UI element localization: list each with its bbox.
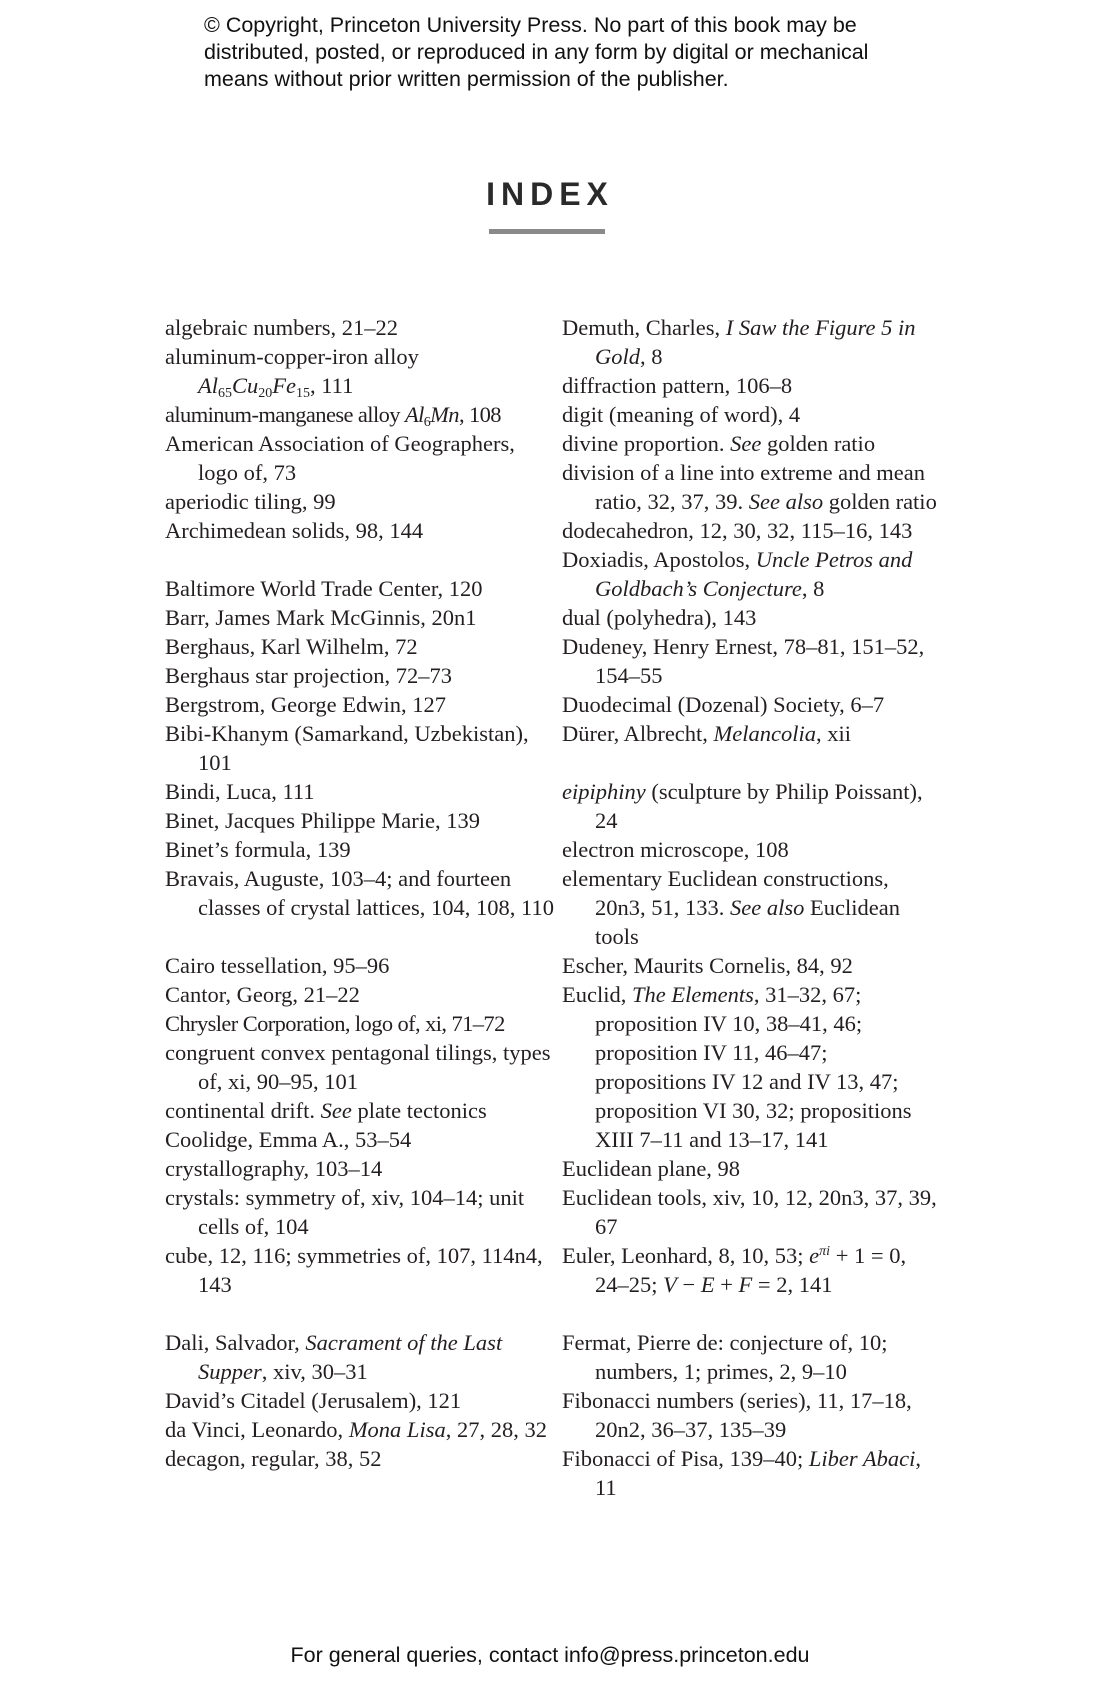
title-underline xyxy=(489,229,605,234)
section-gap xyxy=(562,1299,942,1328)
index-entry: division of a line into extreme and mean ratio, 32, 37, 39. See also golden ratio xyxy=(562,460,937,514)
index-entry: Bindi, Luca, 111 xyxy=(165,779,315,804)
index-entry: crystallography, 103–14 xyxy=(165,1156,383,1181)
index-entry: Demuth, Charles, I Saw the Figure 5 in Gold, 8 xyxy=(562,315,916,369)
copyright-line: © Copyright, Princeton University Press. No part of this book may be xyxy=(204,13,857,37)
page-title: INDEX xyxy=(486,176,614,212)
index-entry: Euclidean plane, 98 xyxy=(562,1156,741,1181)
index-entry: Coolidge, Emma A., 53–54 xyxy=(165,1127,412,1152)
index-entry: diffraction pattern, 106–8 xyxy=(562,373,793,398)
index-entry: Cantor, Georg, 21–22 xyxy=(165,982,360,1007)
index-entry: Bergstrom, George Edwin, 127 xyxy=(165,692,447,717)
section-gap xyxy=(165,1299,555,1328)
index-entry: algebraic numbers, 21–22 xyxy=(165,315,399,340)
index-entry: Binet’s formula, 139 xyxy=(165,837,351,862)
index-entry: Doxiadis, Apostolos, Uncle Petros and Goldbach’s Conjecture, 8 xyxy=(562,547,913,601)
index-entry: Dali, Salvador, Sacrament of the Last Supper, xiv, 30–31 xyxy=(165,1330,503,1384)
index-entry: Dürer, Albrecht, Melancolia, xii xyxy=(562,721,852,746)
index-entry: American Association of Geographers, logo of, 73 xyxy=(165,431,515,485)
index-entry: aperiodic tiling, 99 xyxy=(165,489,336,514)
index-entry: Binet, Jacques Philippe Marie, 139 xyxy=(165,808,480,833)
index-entry: Cairo tessellation, 95–96 xyxy=(165,953,390,978)
index-entry: Euler, Leonhard, 8, 10, 53; $e^{\pi i} + 1 = 0$, 24–25; V − E + F = 2, 141 xyxy=(562,1243,907,1297)
index-entry: Fermat, Pierre de: conjecture of, 10; numbers, 1; primes, 2, 9–10 xyxy=(562,1330,888,1384)
index-entry: digit (meaning of word), 4 xyxy=(562,402,801,427)
index-entry: da Vinci, Leonardo, Mona Lisa, 27, 28, 32 xyxy=(165,1417,547,1442)
index-entry: Berghaus star projection, 72–73 xyxy=(165,663,453,688)
index-entry: congruent convex pentagonal tilings, types of, xi, 90–95, 101 xyxy=(165,1040,551,1094)
index-column-left xyxy=(165,313,555,1473)
index-entry: elementary Euclidean constructions, 20n3, 51, 133. See also Euclidean tools xyxy=(562,866,900,949)
copyright-line: distributed, posted, or reproduced in any form by digital or mechanical xyxy=(204,40,869,64)
index-entry: dodecahedron, 12, 30, 32, 115–16, 143 xyxy=(562,518,913,543)
index-entry: Berghaus, Karl Wilhelm, 72 xyxy=(165,634,418,659)
index-entry: Euclid, The Elements, 31–32, 67; proposition IV 10, 38–41, 46; proposition IV 11, 46–47; propositions IV 12 and IV 13, 47; proposition VI 30, 32; propositions XIII 7–11 and 13–17, 141 xyxy=(562,982,912,1152)
index-entry: aluminum-copper-iron alloy $Al_{65}Cu_{20}Fe_{15}$, 111 xyxy=(165,344,419,401)
index-entry: Chrysler Corporation, logo of, xi, 71–72 xyxy=(165,1011,505,1036)
copyright-line: means without prior written permission of the publisher. xyxy=(204,67,729,91)
index-entry: Escher, Maurits Cornelis, 84, 92 xyxy=(562,953,853,978)
index-entry: decagon, regular, 38, 52 xyxy=(165,1446,382,1471)
index-entry: divine proportion. See golden ratio xyxy=(562,431,876,456)
section-gap xyxy=(165,922,555,951)
index-entry: Bibi-Khanym (Samarkand, Uzbekistan), 101 xyxy=(165,721,529,775)
index-entry: Barr, James Mark McGinnis, 20n1 xyxy=(165,605,477,630)
section-gap xyxy=(562,748,942,777)
section-gap xyxy=(165,545,555,574)
index-entry: dual (polyhedra), 143 xyxy=(562,605,757,630)
index-entry: Fibonacci numbers (series), 11, 17–18, 20n2, 36–37, 135–39 xyxy=(562,1388,912,1442)
index-entry: Dudeney, Henry Ernest, 78–81, 151–52, 154–55 xyxy=(562,634,925,688)
index-column-right xyxy=(562,313,942,1502)
index-entry: aluminum-manganese alloy $Al_6Mn$, 108 xyxy=(165,402,501,430)
copyright-notice xyxy=(204,12,964,93)
index-entry: cube, 12, 116; symmetries of, 107, 114n4, 143 xyxy=(165,1243,543,1297)
index-entry: Baltimore World Trade Center, 120 xyxy=(165,576,483,601)
index-entry: continental drift. See plate tectonics xyxy=(165,1098,487,1123)
index-entry: electron microscope, 108 xyxy=(562,837,789,862)
index-entry: David’s Citadel (Jerusalem), 121 xyxy=(165,1388,462,1413)
index-entry: eipiphiny (sculpture by Philip Poissant), 24 xyxy=(562,779,923,833)
index-entry: Duodecimal (Dozenal) Society, 6–7 xyxy=(562,692,885,717)
index-entry: crystals: symmetry of, xiv, 104–14; unit cells of, 104 xyxy=(165,1185,525,1239)
index-entry: Bravais, Auguste, 103–4; and fourteen classes of crystal lattices, 104, 108, 110 xyxy=(165,866,554,920)
index-entry: Archimedean solids, 98, 144 xyxy=(165,518,424,543)
index-entry: Fibonacci of Pisa, 139–40; Liber Abaci, 11 xyxy=(562,1446,921,1500)
index-entry: Euclidean tools, xiv, 10, 12, 20n3, 37, 39, 67 xyxy=(562,1185,937,1239)
footer-contact: For general queries, contact info@press.princeton.edu xyxy=(290,1643,810,1667)
